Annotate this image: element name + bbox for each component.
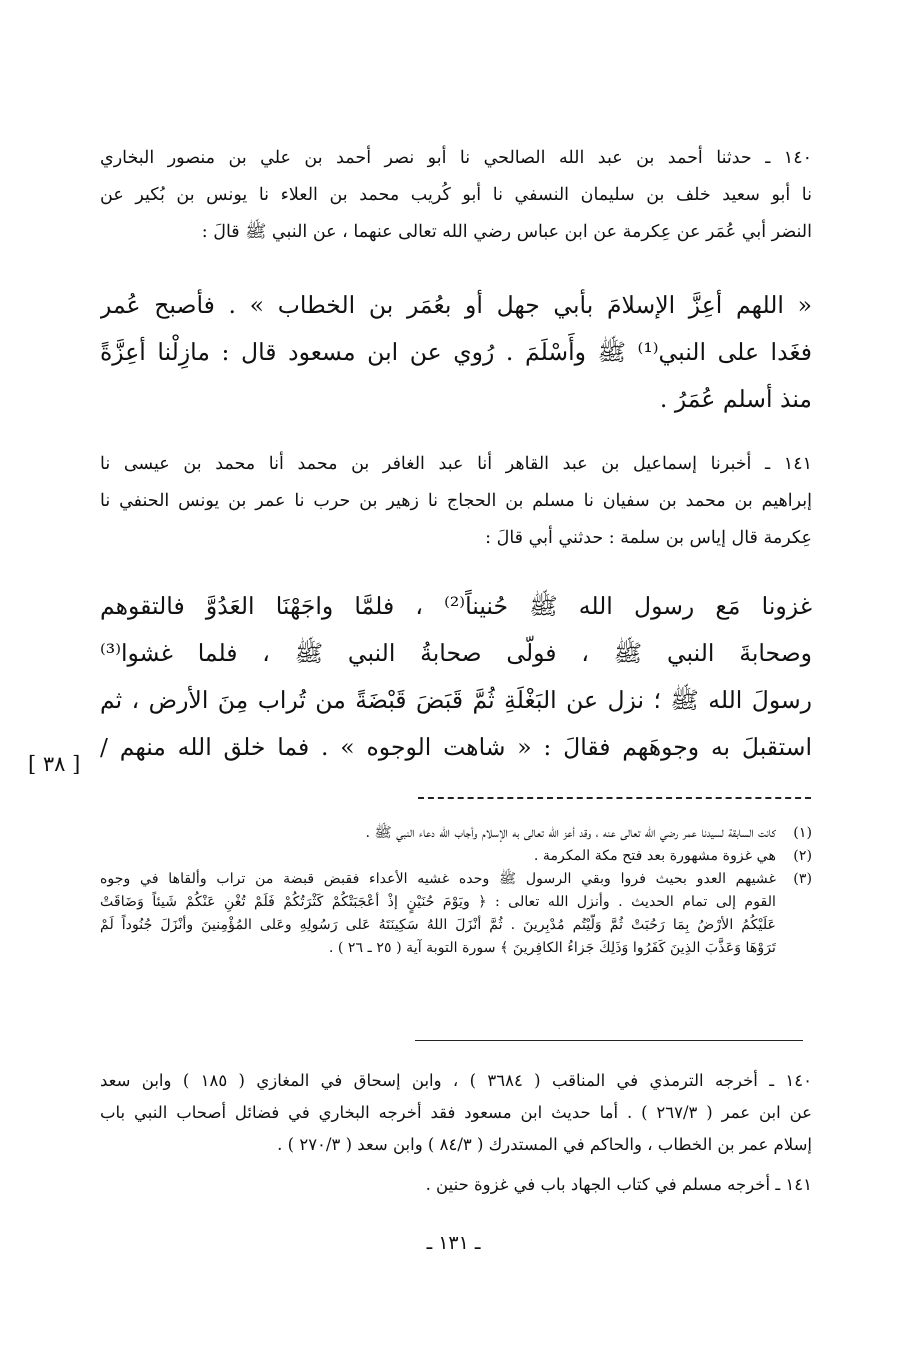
takhrij-141 [100, 1169, 812, 1201]
page-number: ـ ١٣١ ـ [426, 1232, 481, 1254]
takhrij-line: عن ابن عمر ( ٢٦٧/٣ ) . أما حديث ابن مسعود فقد أخرجه البخاري في فضائل أصحاب النبي باب [100, 1103, 812, 1122]
hadith-141-text [100, 583, 812, 771]
text-line: ١٤٠ ـ حدثنا أحمد بن عبد الله الصالحي نا أبو نصر أحمد بن علي بن منصور البخاري [100, 148, 812, 168]
footnote-number: (١) [793, 825, 812, 841]
footnote-separator [418, 797, 811, 799]
footnotes [100, 822, 812, 960]
takhrij-separator [415, 1040, 803, 1041]
footnote-1 [100, 822, 812, 845]
text-line: ١٤١ ـ أخبرنا إسماعيل بن عبد القاهر أنا عبد الغافر بن محمد أنا محمد بن عيسى نا [100, 454, 812, 474]
takhrij-line: إسلام عمر بن الخطاب ، والحاكم في المستدرك ( ٨٤/٣ ) وابن سعد ( ٢٧٠/٣ ) . [277, 1135, 812, 1154]
takhrij-line: ١٤٠ ـ أخرجه الترمذي في المناقب ( ٣٦٨٤ ) ، وابن إسحاق في المغازي ( ١٨٥ ) وابن سعد [100, 1071, 812, 1090]
footnote-2 [100, 845, 812, 868]
footnote-line: تَرَوْهَا وَعَذَّبَ الذِينَ كَفَرُوا وَذَلِكَ جَزاءُ الكافِرينَ ﴾ سورة التوبة آية ( ٢٥ ـ ٢٦ ) . [328, 940, 776, 956]
footnote-3 [100, 868, 812, 960]
text-line: إبراهيم بن محمد بن سفيان نا مسلم بن الحجاج نا زهير بن حرب نا عمر بن يونس الحنفي نا [100, 491, 812, 511]
takhrij-line: ١٤١ ـ أخرجه مسلم في كتاب الجهاد باب في غزوة حنين . [425, 1175, 812, 1194]
text-line: استقبلَ به وجوهَهم فقالَ : « شاهت الوجوه » . فما خلق الله منهم / [100, 733, 812, 761]
text-line: النضر أبي عُمَر عن عِكرمة عن ابن عباس رضي الله تعالى عنهما ، عن النبي ﷺ قالَ : [201, 222, 812, 242]
text-line: وصحابةَ النبي ﷺ ، فولّى صحابةُ النبي ﷺ ، فلما غشوا⁽³⁾ [100, 639, 812, 667]
hadith-140-text [100, 282, 812, 423]
footnote-line: كانت السابقة لسيدنا عمر رضي الله تعالى عنه ، وقد أعز الله تعالى به الإسلام وأجاب الله دعاء النبي ﷺ . [365, 825, 776, 841]
footnote-number: (٢) [793, 848, 812, 864]
footnote-line: عَلَيْكُمُ الأرْضُ بِمَا رَحُبَتْ ثُمَّ وَلَّيْتُم مُدْبِرينَ . ثُمَّ أنْزَلَ اللهُ سَكِينَتَهُ عَلى رَسُولِهِ وعَلى المُؤْمِنينَ وأنْزَلَ جُنُوداً لَمْ [100, 917, 776, 933]
footnote-line: القوم إلى تمام الحديث . وأنزل الله تعالى : ﴿ ويَوْمَ حُنَيْنٍ إذْ أعْجَبَتْكُمْ كَثْرَتُكُمْ فَلَمْ تُغْنِ عَنْكُمْ شَيئاً وَضَاقَتْ [100, 894, 776, 910]
manuscript-page-ref: [ ٣٨ ] [28, 752, 81, 776]
text-line: فغَدا على النبي⁽¹⁾ ﷺ وأَسْلَمَ . رُوي عن ابن مسعود قال : مازِلْنا أعِزَّةً [100, 338, 812, 366]
text-line: منذ أسلم عُمَرُ . [659, 385, 812, 413]
text-line: نا أبو سعيد خلف بن سليمان النسفي نا أبو كُريب محمد بن العلاء نا يونس بن بُكير عن [100, 185, 812, 205]
text-line: عِكرمة قال إياس بن سلمة : حدثني أبي قالَ : [485, 528, 812, 548]
takhrij-notes [100, 1065, 812, 1209]
takhrij-140 [100, 1065, 812, 1161]
text-line: رسولَ الله ﷺ ؛ نزل عن البَغْلَةِ ثُمَّ قَبَضَ قَبْضَةً من تُراب مِنَ الأرض ، ثم [100, 686, 812, 714]
footnote-line: هي غزوة مشهورة بعد فتح مكة المكرمة . [533, 848, 776, 864]
footnote-line: غشيهم العدو بحيث فروا وبقي الرسول ﷺ وحده غشيه الأعداء فقبض قبضة من تراب وألقاها في وجوه [100, 871, 776, 887]
footnote-number: (٣) [793, 871, 812, 887]
hadith-140-isnad [100, 140, 812, 251]
hadith-141-isnad [100, 446, 812, 557]
text-line: « اللهم أعِزَّ الإسلامَ بأبي جهل أو بعُمَر بن الخطاب » . فأصبح عُمر [100, 291, 812, 319]
text-line: غزونا مَع رسول الله ﷺ حُنيناً⁽²⁾ ، فلمَّا واجَهْنَا العَدُوَّ فالتقوهم [100, 592, 812, 620]
